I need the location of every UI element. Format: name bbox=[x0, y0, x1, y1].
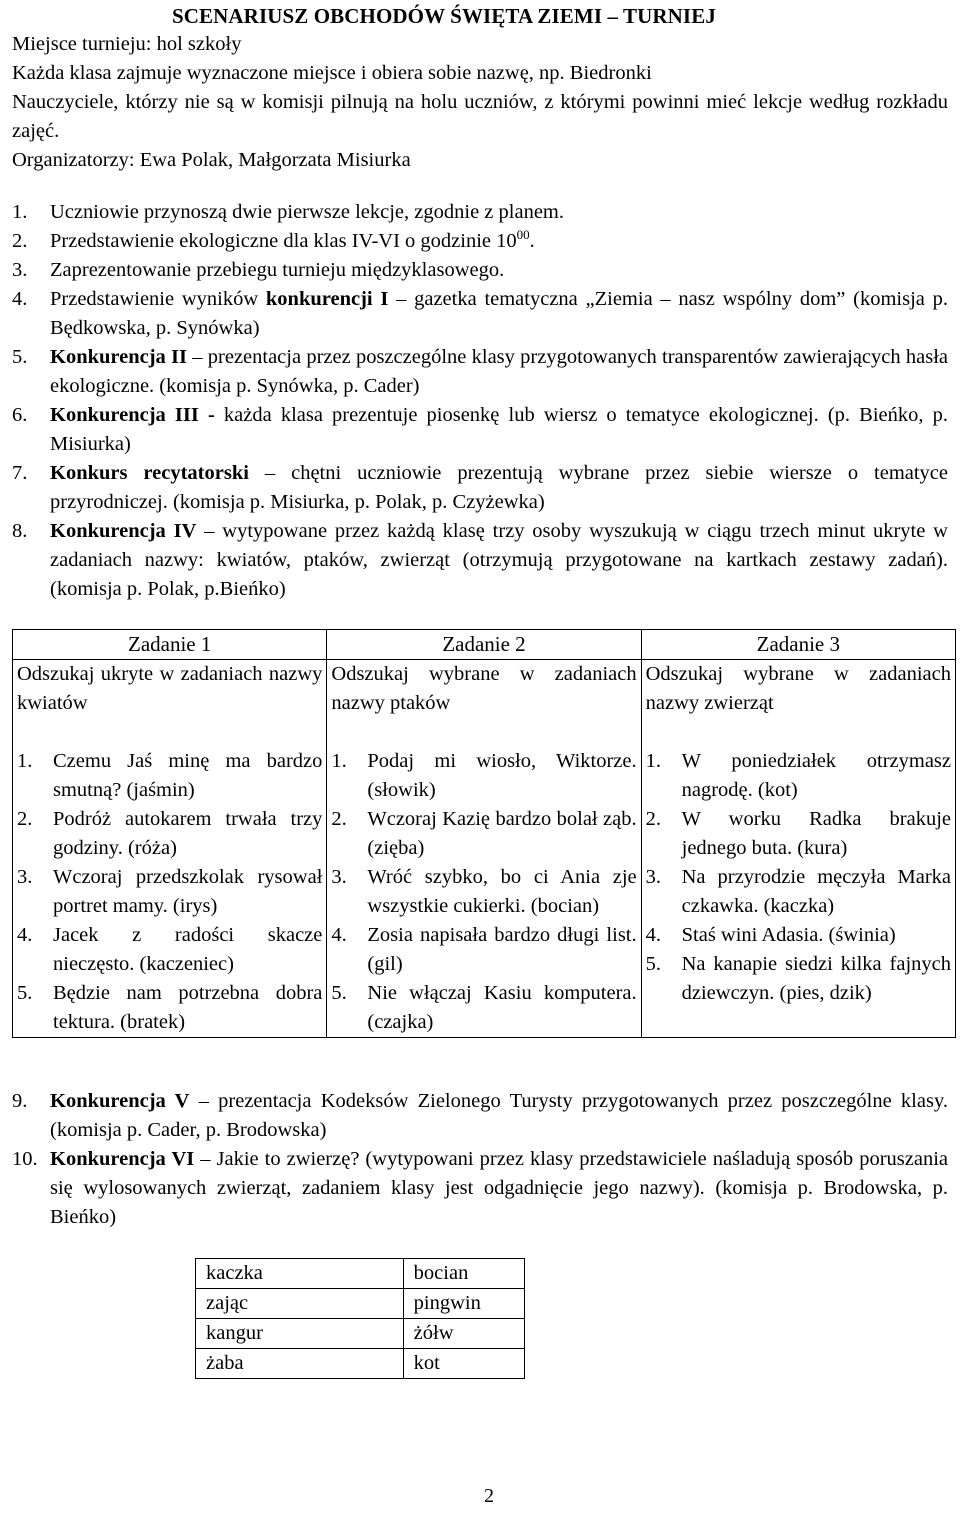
list-item bbox=[12, 343, 948, 401]
task-item: 3. Na przyrodzie męczyła Marka czkawka. (kaczka) bbox=[645, 866, 951, 917]
task-cell bbox=[327, 660, 641, 1038]
task-item: 5. Na kanapie siedzi kilka fajnych dziewczyn. (pies, dzik) bbox=[645, 953, 951, 1004]
task-item: 5. Nie włączaj Kasiu komputera. (czajka) bbox=[331, 982, 637, 1033]
page-number: 2 bbox=[484, 1485, 494, 1507]
item-text: Konkurencja VI – Jakie to zwierzę? (wytypowani przez klasy przedstawiciele naśladują sposób poruszania się wylosowanych zwierząt, zadaniem klasy jest odgadnięcie jego nazwy). (komisja p. Brodowska, p. Bieńko) bbox=[50, 1148, 948, 1228]
animal-cell: żaba bbox=[196, 1349, 404, 1379]
animal-cell: bocian bbox=[403, 1259, 524, 1289]
item-text: Uczniowie przynoszą dwie pierwsze lekcje, zgodnie z planem. bbox=[50, 201, 564, 223]
animal-cell: zając bbox=[196, 1289, 404, 1319]
item-text: Konkurs recytatorski – chętni uczniowie prezentują wybrane przez siebie wiersze o tematyce przyrodniczej. (komisja p. Misiurka, p. Polak, p. Czyżewka) bbox=[50, 462, 949, 513]
table-row bbox=[196, 1289, 525, 1319]
task-item: 1. Podaj mi wiosło, Wiktorze. (słowik) bbox=[331, 750, 637, 801]
item-number: 6. bbox=[12, 404, 28, 426]
item-text: Konkurencja IV – wytypowane przez każdą klasę trzy osoby wyszukują w ciągu trzech minut ukryte w zadaniach nazwy: kwiatów, ptaków, zwierząt (otrzymują przygotowane na kartkach zestawy zadań). (komisja p. Polak, p.Bieńko) bbox=[50, 520, 948, 600]
item-text: Konkurencja II – prezentacja przez poszczególne klasy przygotowanych transparentów zawierających hasła ekologiczne. (komisja p. Synówka, p. Cader) bbox=[50, 346, 948, 397]
item-text: Przedstawienie ekologiczne dla klas IV-VI o godzinie $10^{00}$. bbox=[50, 227, 535, 252]
task-item: 4. Jacek z radości skacze nieczęsto. (kaczeniec) bbox=[17, 924, 323, 975]
list-item bbox=[12, 227, 948, 256]
intro-class-name: Każda klasa zajmuje wyznaczone miejsce i obiera sobie nazwę, np. Biedronki bbox=[12, 62, 652, 84]
task-item: 4. Zosia napisała bardzo długi list. (gil) bbox=[331, 924, 637, 975]
document-title: SCENARIUSZ OBCHODÓW ŚWIĘTA ZIEMI – TURNIEJ bbox=[172, 4, 716, 28]
task-description: Odszukaj wybrane w zadaniach nazwy zwierząt bbox=[645, 663, 951, 714]
table-header-row bbox=[13, 630, 956, 660]
animal-cell: pingwin bbox=[403, 1289, 524, 1319]
task-item: 4. Staś wini Adasia. (świnia) bbox=[645, 924, 896, 946]
animal-cell: kaczka bbox=[196, 1259, 404, 1289]
list-item bbox=[12, 256, 948, 285]
item-text: Konkurencja III - każda klasa prezentuje piosenkę lub wiersz o tematyce ekologicznej. (p. Bieńko, p. Misiurka) bbox=[50, 404, 948, 455]
task-item: 5. Będzie nam potrzebna dobra tektura. (bratek) bbox=[17, 982, 323, 1033]
item-number: 10. bbox=[12, 1148, 38, 1170]
table-row bbox=[196, 1319, 525, 1349]
task-item: 3. Wczoraj przedszkolak rysował portret mamy. (irys) bbox=[17, 866, 323, 917]
task-item: 2. Podróż autokarem trwała trzy godziny. (róża) bbox=[17, 808, 323, 859]
list-item bbox=[12, 1087, 948, 1145]
task-header: Zadanie 3 bbox=[641, 630, 955, 660]
intro-section bbox=[12, 30, 948, 175]
item-number: 1. bbox=[12, 201, 28, 223]
item-number: 2. bbox=[12, 230, 28, 252]
task-item: 1. Czemu Jaś minę ma bardzo smutną? (jaśmin) bbox=[17, 750, 323, 801]
task-item: 2. W worku Radka brakuje jednego buta. (kura) bbox=[645, 808, 951, 859]
intro-teachers: Nauczyciele, którzy nie są w komisji pilnują na holu uczniów, z którymi powinni mieć lekcje według rozkładu zajęć. bbox=[12, 91, 948, 142]
item-number: 7. bbox=[12, 462, 28, 484]
item-number: 4. bbox=[12, 288, 28, 310]
item-text: Przedstawienie wyników konkurencji I – gazetka tematyczna „Ziemia – nasz wspólny dom” (komisja p. Będkowska, p. Synówka) bbox=[50, 288, 948, 339]
item-number: 3. bbox=[12, 259, 28, 281]
list-item bbox=[12, 401, 948, 459]
animals-table bbox=[195, 1258, 525, 1379]
item-number: 5. bbox=[12, 346, 28, 368]
list-item bbox=[12, 459, 948, 517]
list-item bbox=[12, 517, 948, 604]
intro-venue: Miejsce turnieju: hol szkoły bbox=[12, 33, 242, 55]
item-number: 8. bbox=[12, 520, 28, 542]
table-row bbox=[196, 1349, 525, 1379]
animal-cell: kot bbox=[403, 1349, 524, 1379]
schedule-list bbox=[12, 198, 948, 604]
item-number: 9. bbox=[12, 1090, 28, 1112]
table-row bbox=[196, 1259, 525, 1289]
list-item bbox=[12, 1145, 948, 1232]
task-description: Odszukaj ukryte w zadaniach nazwy kwiatów bbox=[17, 663, 323, 714]
task-cell bbox=[641, 660, 955, 1038]
task-item: 2. Wczoraj Kazię bardzo bolał ząb. (zięba) bbox=[331, 808, 637, 859]
task-cell bbox=[13, 660, 327, 1038]
list-item bbox=[12, 198, 948, 227]
task-item: 3. Wróć szybko, bo ci Ania zje wszystkie cukierki. (bocian) bbox=[331, 866, 637, 917]
task-item: 1. W poniedziałek otrzymasz nagrodę. (kot) bbox=[645, 750, 951, 801]
tasks-table bbox=[12, 629, 956, 1038]
item-text: Zaprezentowanie przebiegu turnieju międzyklasowego. bbox=[50, 259, 505, 281]
animal-cell: kangur bbox=[196, 1319, 404, 1349]
task-description: Odszukaj wybrane w zadaniach nazwy ptaków bbox=[331, 663, 637, 714]
list-item bbox=[12, 285, 948, 343]
schedule-list-continued bbox=[12, 1087, 948, 1232]
task-header: Zadanie 1 bbox=[13, 630, 327, 660]
intro-organizers: Organizatorzy: Ewa Polak, Małgorzata Misiurka bbox=[12, 149, 411, 171]
table-row bbox=[13, 660, 956, 1038]
item-text: Konkurencja V – prezentacja Kodeksów Zielonego Turysty przygotowanych przez poszczególne klasy. (komisja p. Cader, p. Brodowska) bbox=[50, 1090, 948, 1141]
task-header: Zadanie 2 bbox=[327, 630, 641, 660]
animal-cell: żółw bbox=[403, 1319, 524, 1349]
